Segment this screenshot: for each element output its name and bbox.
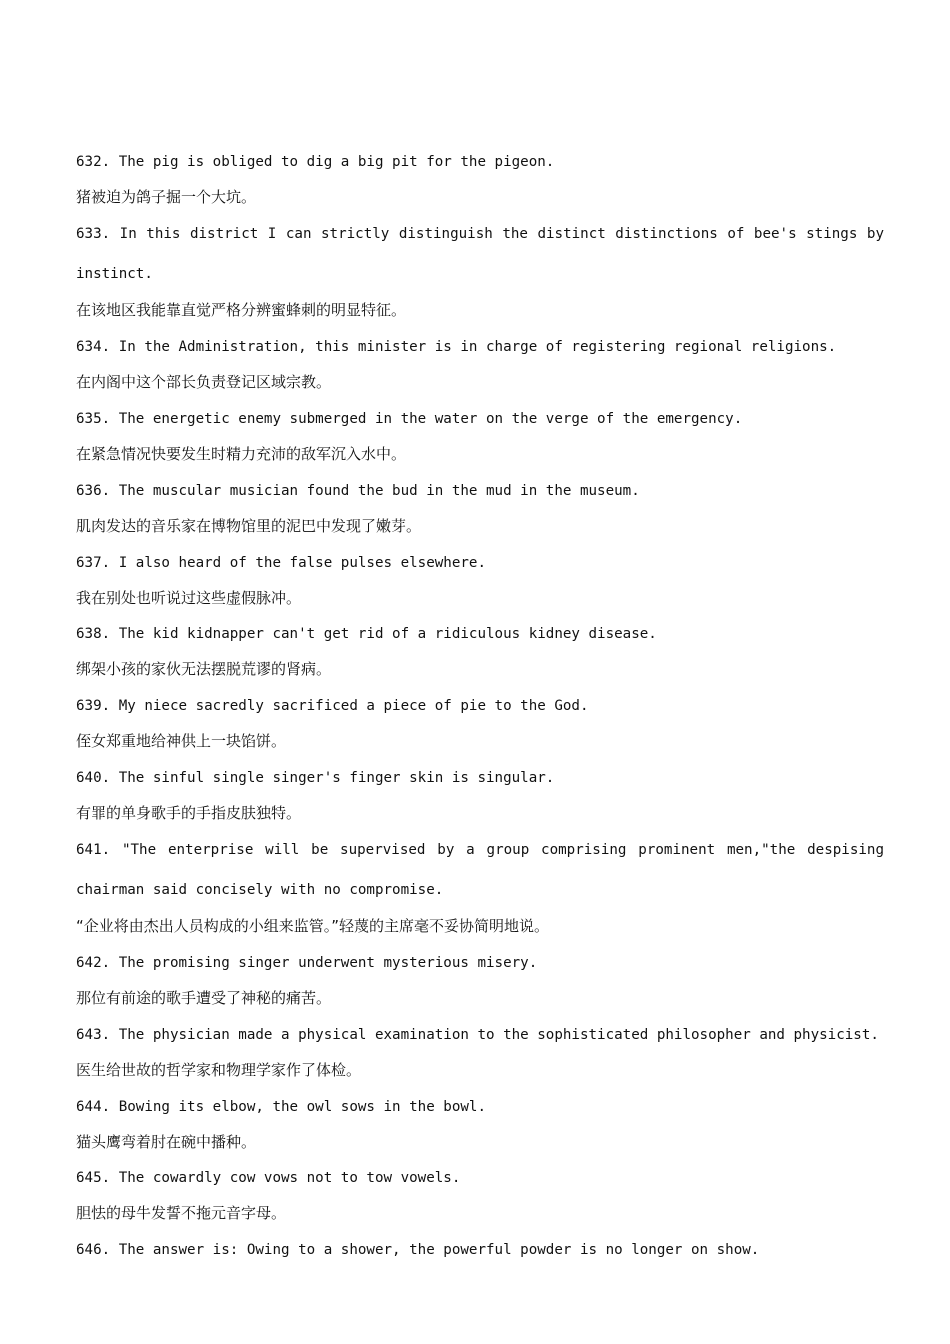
sentence-642-zh: 那位有前途的歌手遭受了神秘的痛苦。 [76, 989, 332, 1007]
sentence-644-en: 644. Bowing its elbow, the owl sows in the bowl. [76, 1099, 486, 1115]
sentence-645-zh: 胆怯的母牛发誓不拖元音字母。 [76, 1204, 287, 1222]
sentence-641-zh: “企业将由杰出人员构成的小组来监管。”轻蔑的主席毫不妥协简明地说。 [76, 917, 550, 935]
sentence-641-en: 641. "The enterprise will be supervised by a group comprising prominent men,"the despising chairman said concisely with no compromise. [76, 842, 884, 898]
sentence-646-en: 646. The answer is: Owing to a shower, the powerful powder is no longer on show. [76, 1242, 760, 1258]
sentence-640-zh: 有罪的单身歌手的手指皮肤独特。 [76, 804, 302, 822]
sentence-632-zh: 猪被迫为鸽子掘一个大坑。 [76, 188, 257, 206]
sentence-637-zh: 我在别处也听说过这些虚假脉冲。 [76, 589, 302, 607]
sentence-639-zh: 侄女郑重地给神供上一块馅饼。 [76, 732, 287, 750]
sentence-644-zh: 猫头鹰弯着肘在碗中播种。 [76, 1133, 257, 1151]
sentence-639-en: 639. My niece sacredly sacrificed a piece of pie to the God. [76, 698, 589, 714]
sentence-635-en: 635. The energetic enemy submerged in the water on the verge of the emergency. [76, 411, 743, 427]
sentence-643-zh: 医生给世故的哲学家和物理学家作了体检。 [76, 1061, 362, 1079]
sentence-633-zh: 在该地区我能靠直觉严格分辨蜜蜂刺的明显特征。 [76, 301, 407, 319]
sentence-638-en: 638. The kid kidnapper can't get rid of a ridiculous kidney disease. [76, 626, 657, 642]
sentence-634-en: 634. In the Administration, this minister is in charge of registering regional religions. [76, 339, 837, 355]
sentence-634-zh: 在内阁中这个部长负责登记区域宗教。 [76, 373, 332, 391]
sentence-636-zh: 肌肉发达的音乐家在博物馆里的泥巴中发现了嫩芽。 [76, 517, 422, 535]
sentence-635-zh: 在紧急情况快要发生时精力充沛的敌军沉入水中。 [76, 445, 407, 463]
sentence-636-en: 636. The muscular musician found the bud in the mud in the museum. [76, 483, 640, 499]
sentence-633-en: 633. In this district I can strictly distinguish the distinct distinctions of bee's stings by instinct. [76, 226, 884, 282]
sentence-637-en: 637. I also heard of the false pulses elsewhere. [76, 555, 486, 571]
sentence-645-en: 645. The cowardly cow vows not to tow vowels. [76, 1170, 461, 1186]
sentence-632-en: 632. The pig is obliged to dig a big pit for the pigeon. [76, 154, 555, 170]
sentence-643-en: 643. The physician made a physical examination to the sophisticated philosopher and physicist. [76, 1027, 879, 1043]
sentence-642-en: 642. The promising singer underwent mysterious misery. [76, 955, 538, 971]
sentence-640-en: 640. The sinful single singer's finger skin is singular. [76, 770, 555, 786]
sentence-638-zh: 绑架小孩的家伙无法摆脱荒谬的肾病。 [76, 660, 332, 678]
